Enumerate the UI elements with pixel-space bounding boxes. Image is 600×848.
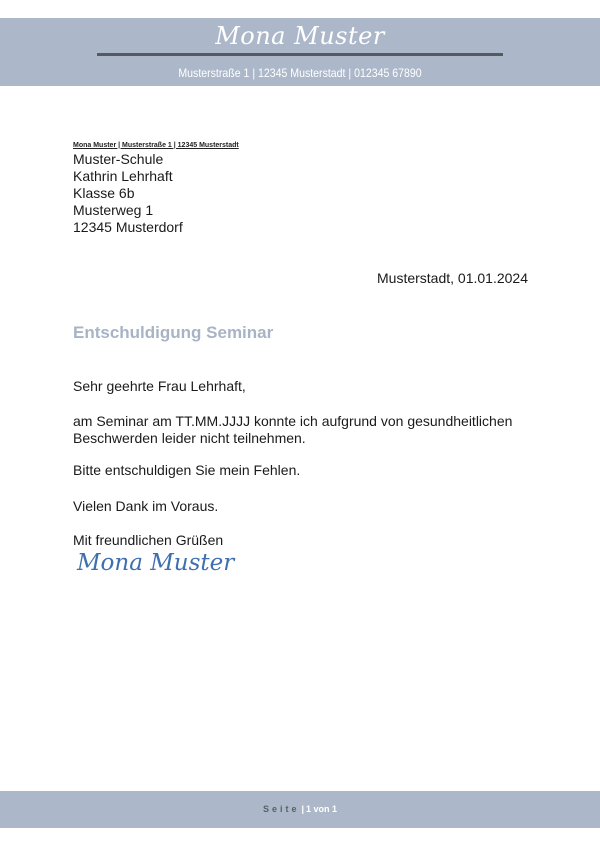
letterhead-address: Musterstraße 1 | 12345 Musterstadt | 012345 67890	[178, 66, 422, 80]
signature: Mona Muster	[77, 550, 235, 576]
letterhead-name: Mona Muster	[215, 22, 385, 50]
recipient-line: Klasse 6b	[73, 185, 135, 201]
letterhead-divider	[97, 53, 503, 56]
body-paragraph-2: Bitte entschuldigen Sie mein Fehlen.	[73, 462, 301, 478]
recipient-address	[73, 151, 183, 236]
letter-subject: Entschuldigung Seminar	[73, 323, 274, 342]
salutation: Sehr geehrte Frau Lehrhaft,	[73, 378, 246, 394]
body-paragraph-3: Vielen Dank im Voraus.	[73, 498, 219, 514]
recipient-line: Kathrin Lehrhaft	[73, 168, 173, 184]
sender-return-address: Mona Muster | Musterstraße 1 | 12345 Musterstadt	[73, 142, 239, 149]
footer-band	[0, 791, 600, 828]
letterhead-band	[0, 18, 600, 86]
page-number: 1 von 1	[306, 804, 338, 814]
page-label: Seite	[262, 804, 300, 814]
body-paragraph-1-line-2: Beschwerden leider nicht teilnehmen.	[73, 430, 306, 446]
body-paragraph-1-line-1: am Seminar am TT.MM.JJJJ konnte ich aufgrund von gesundheitlichen	[73, 413, 513, 429]
recipient-line: 12345 Musterdorf	[73, 219, 183, 235]
closing: Mit freundlichen Grüßen	[73, 532, 224, 548]
recipient-line: Musterweg 1	[73, 202, 154, 218]
recipient-line: Muster-Schule	[73, 151, 164, 167]
letter-date: Musterstadt, 01.01.2024	[377, 270, 528, 286]
page-separator: |	[301, 804, 305, 814]
body-paragraph-1	[73, 413, 533, 447]
page-indicator	[0, 804, 600, 814]
